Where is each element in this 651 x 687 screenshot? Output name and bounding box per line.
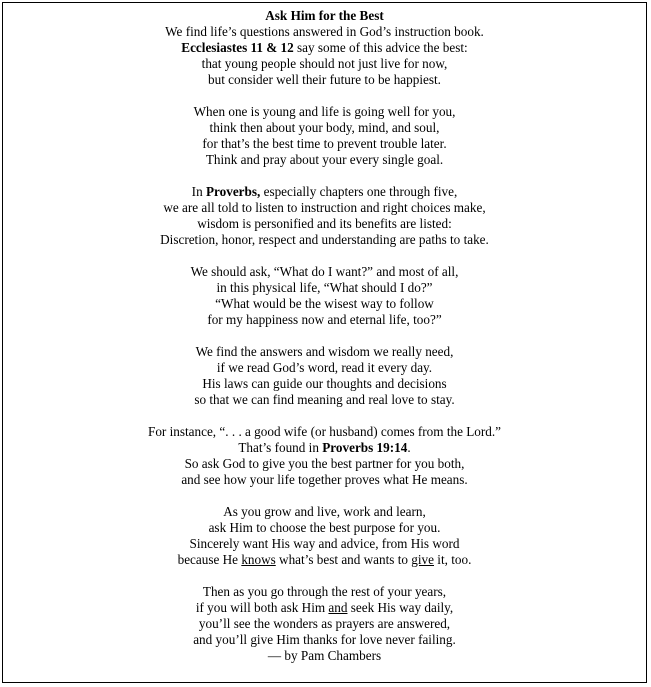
line-text: because He (177, 552, 242, 567)
poem-line: so that we can find meaning and real love to stay. (194, 392, 455, 407)
poem-line: ask Him to choose the best purpose for you. (208, 520, 441, 535)
poem-line: but consider well their future to be happiest. (208, 72, 441, 87)
poem-line: you’ll see the wonders as prayers are answered, (198, 616, 451, 631)
scripture-reference: Proverbs 19:14 (322, 440, 408, 455)
poem-line: “What would be the wisest way to follow (215, 296, 434, 311)
poem-line: For instance, “. . . a good wife (or husband) comes from the Lord.” (147, 424, 502, 439)
poem-line: We should ask, “What do I want?” and most of all, (190, 264, 459, 279)
line-text: if you will both ask Him (195, 600, 329, 615)
poem-line: We find life’s questions answered in God’s instruction book. (165, 24, 484, 39)
poem-line (3, 40, 646, 56)
poem-line: So ask God to give you the best partner for you both, (184, 456, 465, 471)
line-text: it, too. (434, 552, 472, 567)
emphasized-word: knows (241, 552, 276, 567)
poem-line: we are all told to listen to instruction and right choices make, (163, 200, 486, 215)
stanza-4 (3, 264, 646, 328)
scripture-reference: Proverbs, (205, 184, 261, 199)
poem-line: Then as you go through the rest of your years, (202, 584, 447, 599)
stanza-6 (3, 424, 646, 488)
line-text: . (407, 440, 411, 455)
poem-line (3, 184, 646, 200)
poem-line (3, 552, 646, 568)
stanza-break (3, 88, 646, 104)
line-text: In (191, 184, 206, 199)
poem-line: think then about your body, mind, and soul, (209, 120, 440, 135)
poem-line: if we read God’s word, read it every day. (216, 360, 433, 375)
line-text: what’s best and wants to (275, 552, 412, 567)
stanza-break (3, 568, 646, 584)
author-byline: — by Pam Chambers (267, 648, 382, 663)
poem-line: We find the answers and wisdom we really need, (195, 344, 454, 359)
emphasized-word: and (328, 600, 348, 615)
poem-line: in this physical life, “What should I do?” (216, 280, 433, 295)
stanza-break (3, 248, 646, 264)
scripture-reference: Ecclesiastes 11 & 12 (181, 40, 294, 55)
stanza-1 (3, 24, 646, 88)
poem-line: and see how your life together proves what He means. (181, 472, 468, 487)
stanza-break (3, 488, 646, 504)
stanza-5 (3, 344, 646, 408)
poem-line: for that’s the best time to prevent trouble later. (202, 136, 447, 151)
poem-line (3, 600, 646, 616)
stanza-3 (3, 184, 646, 248)
poem-body (3, 8, 646, 664)
poem-frame (2, 2, 647, 683)
poem-line: When one is young and life is going well for you, (193, 104, 456, 119)
poem-line: for my happiness now and eternal life, too?” (207, 312, 442, 327)
poem-line: Discretion, honor, respect and understanding are paths to take. (160, 232, 489, 247)
stanza-break (3, 408, 646, 424)
stanza-break (3, 328, 646, 344)
poem-line: wisdom is personified and its benefits are listed: (197, 216, 452, 231)
poem-line (3, 440, 646, 456)
line-text: seek His way daily, (347, 600, 454, 615)
stanza-2 (3, 104, 646, 168)
poem-line: Think and pray about your every single goal. (205, 152, 444, 167)
poem-line: As you grow and live, work and learn, (223, 504, 426, 519)
poem-title: Ask Him for the Best (265, 8, 384, 23)
poem-line: that young people should not just live for now, (201, 56, 448, 71)
line-text: That’s found in (238, 440, 323, 455)
line-text: say some of this advice the best: (293, 40, 468, 55)
stanza-8 (3, 584, 646, 664)
stanza-7 (3, 504, 646, 568)
poem-line: Sincerely want His way and advice, from His word (189, 536, 460, 551)
stanza-break (3, 168, 646, 184)
emphasized-word: give (411, 552, 434, 567)
poem-line: and you’ll give Him thanks for love never failing. (193, 632, 456, 647)
line-text: especially chapters one through five, (260, 184, 458, 199)
poem-line: His laws can guide our thoughts and decisions (202, 376, 447, 391)
